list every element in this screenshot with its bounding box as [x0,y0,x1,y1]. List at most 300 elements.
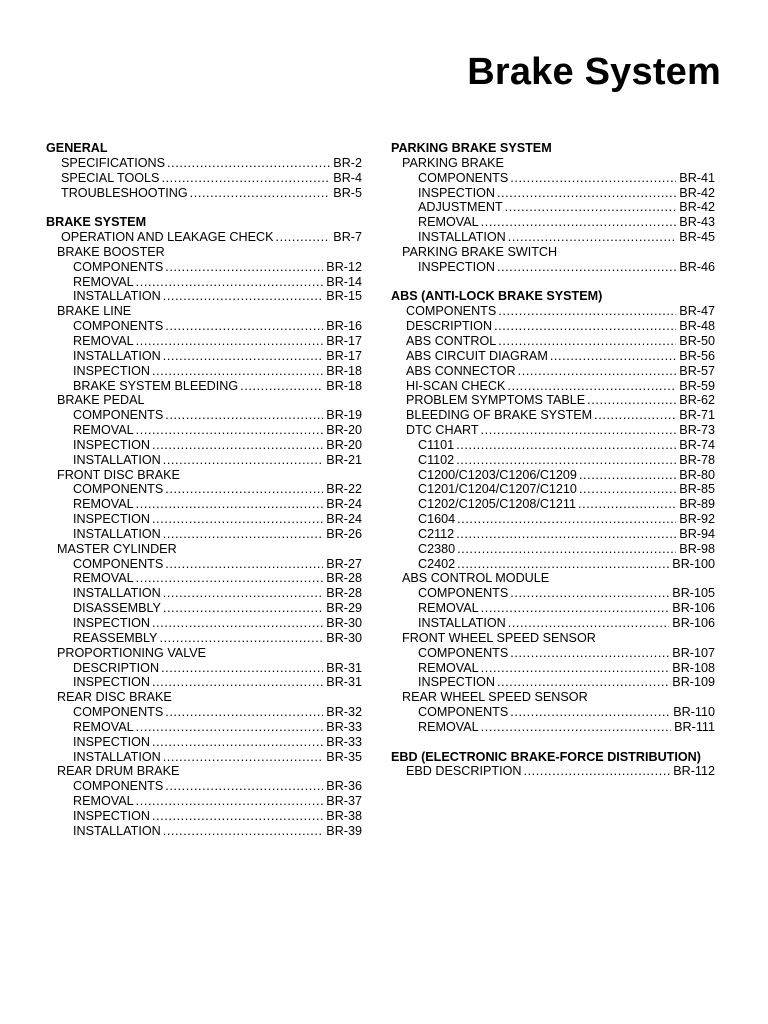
toc-entry-label: SPECIAL TOOLS [61,170,160,185]
toc-entry-page-number: BR-39 [326,823,362,838]
toc-entry[interactable] [46,705,362,720]
toc-entry-page-number: BR-33 [326,734,362,749]
dot-leader [510,171,676,186]
toc-entry[interactable] [46,334,362,349]
toc-entry-page-number: BR-19 [326,408,362,423]
toc-entry-page-number: BR-42 [679,200,715,215]
toc-entry[interactable] [46,809,362,824]
dot-leader [152,616,323,631]
toc-entry-page-number: BR-94 [679,526,715,541]
toc-entry[interactable] [391,557,715,572]
subsection-heading-parking-brake: PARKING BRAKE [402,155,504,170]
toc-entry-label: COMPONENTS [406,304,497,319]
toc-entry-label: C1200/C1203/C1206/C1209 [418,467,577,482]
toc-entry-label: DTC CHART [406,423,479,438]
toc-entry[interactable] [46,779,362,794]
dot-leader [165,260,323,275]
toc-entry-label: REMOVAL [73,571,134,586]
toc-entry-label: REMOVAL [418,660,479,675]
toc-entry-label: INSPECTION [73,734,150,749]
toc-entry-label: COMPONENTS [418,645,509,660]
toc-entry-page-number: BR-89 [679,497,715,512]
dot-leader [456,527,676,542]
dot-leader [167,156,330,171]
subsection-heading-rear-disc-brake: REAR DISC BRAKE [57,690,172,705]
toc-entry-label: DISASSEMBLY [73,601,161,616]
dot-leader [457,557,669,572]
toc-entry[interactable] [391,512,715,527]
toc-entry-page-number: BR-106 [672,601,715,616]
toc-entry-label: C1101 [418,437,455,452]
toc-entry-page-number: BR-30 [326,630,362,645]
toc-entry[interactable] [46,661,362,676]
toc-entry[interactable] [46,156,362,171]
toc-entry-page-number: BR-50 [679,333,715,348]
dot-leader [498,304,676,319]
toc-entry-label: INSPECTION [418,259,495,274]
toc-entry[interactable] [46,349,362,364]
toc-entry-label: ABS CONTROL [406,333,497,348]
toc-entry-page-number: BR-108 [672,660,715,675]
toc-entry[interactable] [46,571,362,586]
toc-entry-label: INSTALLATION [73,526,161,541]
toc-entry[interactable] [46,230,362,245]
toc-entry-label: COMPONENTS [418,586,509,601]
toc-entry[interactable] [46,171,362,186]
toc-entry[interactable] [46,586,362,601]
subsection-heading-master-cylinder: MASTER CYLINDER [57,541,177,556]
toc-entry-label: REMOVAL [418,719,479,734]
dot-leader [136,794,324,809]
toc-entry-page-number: BR-37 [326,794,362,809]
toc-entry-label: REASSEMBLY [73,630,158,645]
toc-entry[interactable] [391,230,715,245]
subsection-heading-rear-wheel-speed-sensor: REAR WHEEL SPEED SENSOR [402,690,588,705]
toc-entry-label: ABS CONNECTOR [406,363,516,378]
toc-entry[interactable] [391,200,715,215]
toc-entry-label: C2112 [418,526,455,541]
dot-leader [481,215,677,230]
toc-entry-page-number: BR-27 [326,556,362,571]
toc-entry-label: REMOVAL [73,719,134,734]
toc-entry-label: INSTALLATION [73,586,161,601]
toc-entry-page-number: BR-57 [679,363,715,378]
toc-entry-label: COMPONENTS [418,170,509,185]
toc-entry-page-number: BR-46 [679,259,715,274]
toc-entry[interactable] [46,408,362,423]
toc-entry-label: COMPONENTS [73,482,164,497]
toc-entry-page-number: BR-107 [672,645,715,660]
toc-entry-page-number: BR-74 [679,437,715,452]
toc-entry-label: EBD DESCRIPTION [406,764,522,779]
toc-entry[interactable] [391,260,715,275]
toc-entry[interactable] [391,675,715,690]
subsection-heading-front-disc-brake: FRONT DISC BRAKE [57,467,180,482]
toc-entry-label: OPERATION AND LEAKAGE CHECK [61,230,274,245]
toc-entry-label: PROBLEM SYMPTOMS TABLE [406,393,586,408]
dot-leader [163,453,324,468]
dot-leader [161,171,330,186]
dot-leader [136,497,324,512]
subsection-heading-proportioning-valve: PROPORTIONING VALVE [57,645,207,660]
toc-entry-page-number: BR-35 [326,749,362,764]
toc-entry-label: INSTALLATION [73,348,161,363]
dot-leader [161,661,323,676]
toc-entry[interactable] [391,601,715,616]
toc-entry-label: C2402 [418,556,456,571]
toc-entry-page-number: BR-16 [326,319,362,334]
toc-entry[interactable] [391,468,715,483]
toc-entry[interactable] [391,334,715,349]
toc-entry-label: REMOVAL [418,215,479,230]
toc-entry-label: C1604 [418,512,456,527]
toc-entry-page-number: BR-36 [326,779,362,794]
toc-entry[interactable] [391,616,715,631]
toc-entry-page-number: BR-43 [679,215,715,230]
toc-entry-label: ADJUSTMENT [418,200,503,215]
dot-leader [152,438,323,453]
dot-leader [152,675,323,690]
toc-entry-page-number: BR-30 [326,616,362,630]
toc-entry[interactable] [46,453,362,468]
toc-entry-label: INSPECTION [73,363,150,378]
subsection-heading-rear-drum-brake: REAR DRUM BRAKE [57,764,180,779]
toc-entry-label: C1102 [418,452,455,467]
dot-leader [578,497,676,512]
toc-entry[interactable] [46,735,362,750]
toc-entry-label: C1202/C1205/C1208/C1211 [418,497,577,512]
toc-entry-label: COMPONENTS [73,259,164,274]
dot-leader [165,408,323,423]
section-heading-ebd-electronic-brake-force-distribution: EBD (ELECTRONIC BRAKE-FORCE DISTRIBUTION) [391,749,701,764]
toc-entry-page-number: BR-59 [679,378,715,393]
toc-entry-label: COMPONENTS [73,779,164,794]
toc-entry-page-number: BR-21 [326,452,362,467]
dot-leader [587,393,676,408]
dot-leader [497,260,676,275]
toc-entry[interactable] [46,319,362,334]
toc-entry-label: COMPONENTS [73,408,164,423]
toc-entry[interactable] [46,260,362,275]
toc-entry[interactable] [46,794,362,809]
toc-entry-label: ABS CIRCUIT DIAGRAM [406,348,548,363]
toc-entry[interactable] [391,423,715,438]
toc-entry-page-number: BR-73 [679,423,715,438]
dot-leader [518,364,677,379]
toc-entry-page-number: BR-31 [326,660,362,675]
toc-entry-page-number: BR-28 [326,571,362,586]
toc-entry-page-number: BR-98 [679,541,715,556]
toc-entry[interactable] [391,527,715,542]
toc-entry[interactable] [391,393,715,408]
toc-entry-page-number: BR-48 [679,319,715,334]
toc-entry[interactable] [391,379,715,394]
toc-entry-label: REMOVAL [73,794,134,809]
dot-leader [136,423,324,438]
subsection-heading-parking-brake-switch: PARKING BRAKE SWITCH [402,244,558,259]
section-heading-parking-brake-system: PARKING BRAKE SYSTEM [391,141,552,155]
toc-entry[interactable] [46,601,362,616]
dot-leader [152,512,323,527]
toc-entry[interactable] [46,720,362,735]
toc-entry-page-number: BR-33 [326,719,362,734]
dot-leader [510,705,670,720]
toc-entry-page-number: BR-62 [679,393,715,408]
dot-leader [505,200,677,215]
toc-entry-label: DESCRIPTION [73,660,160,675]
dot-leader [163,527,324,542]
dot-leader [510,646,669,661]
toc-entry-page-number: BR-38 [326,808,362,823]
toc-entry-page-number: BR-92 [679,512,715,527]
section-spacer [46,200,362,215]
toc-entry[interactable] [46,482,362,497]
dot-leader [152,364,323,379]
toc-entry[interactable] [391,171,715,186]
dot-leader [481,423,677,438]
toc-entry[interactable] [46,750,362,765]
toc-entry-page-number: BR-42 [679,185,715,200]
toc-entry[interactable] [391,304,715,319]
toc-entry-page-number: BR-28 [326,586,362,601]
dot-leader [594,408,676,423]
toc-entry-page-number: BR-45 [679,230,715,245]
toc-entry[interactable] [46,527,362,542]
toc-entry-page-number: BR-71 [679,408,715,423]
toc-entry[interactable] [391,764,715,779]
toc-entry-page-number: BR-105 [672,586,715,601]
toc-entry-page-number: BR-20 [326,437,362,452]
toc-entry[interactable] [391,453,715,468]
dot-leader [494,319,676,334]
toc-entry[interactable] [391,482,715,497]
toc-entry-label: REMOVAL [73,333,134,348]
toc-entry[interactable] [391,542,715,557]
toc-entry-page-number: BR-20 [326,423,362,438]
dot-leader [550,349,676,364]
toc-entry-page-number: BR-112 [673,764,715,779]
toc-entry[interactable] [391,497,715,512]
toc-entry-label: INSPECTION [73,616,150,630]
toc-entry-label: HI-SCAN CHECK [406,378,506,393]
section-spacer [391,735,715,750]
toc-entry[interactable] [46,275,362,290]
dot-leader [481,720,672,735]
toc-entry[interactable] [391,408,715,423]
toc-entry-page-number: BR-24 [326,512,362,527]
toc-entry-page-number: BR-12 [326,259,362,274]
dot-leader [163,750,324,765]
toc-entry[interactable] [46,364,362,379]
toc-entry-page-number: BR-109 [672,675,715,690]
toc-entry-label: INSPECTION [73,675,150,690]
toc-entry-label: INSTALLATION [418,230,506,245]
toc-entry-label: DESCRIPTION [406,319,493,334]
toc-entry[interactable] [46,616,362,631]
toc-entry-page-number: BR-111 [674,719,715,734]
dot-leader [152,735,323,750]
toc-right-column [391,141,715,779]
toc-entry-page-number: BR-56 [679,348,715,363]
toc-entry[interactable] [46,824,362,839]
section-heading-brake-system: BRAKE SYSTEM [46,215,147,230]
dot-leader [136,334,324,349]
toc-entry[interactable] [46,438,362,453]
toc-entry-label: COMPONENTS [73,319,164,334]
toc-entry-label: COMPONENTS [73,705,164,720]
dot-leader [136,720,324,735]
toc-entry-page-number: BR-18 [326,363,362,378]
toc-entry-label: INSPECTION [418,185,495,200]
toc-entry[interactable] [391,364,715,379]
toc-entry-label: REMOVAL [73,423,134,438]
toc-entry-label: INSTALLATION [73,289,161,304]
subsection-heading-brake-booster: BRAKE BOOSTER [57,244,165,259]
dot-leader [481,601,670,616]
toc-entry-page-number: BR-24 [326,497,362,512]
dot-leader [190,186,331,201]
toc-entry-page-number: BR-18 [326,378,362,393]
subsection-heading-brake-line: BRAKE LINE [57,304,132,319]
toc-entry-label: REMOVAL [73,497,134,512]
dot-leader [510,586,669,601]
section-heading-abs-anti-lock-brake-system: ABS (ANTI-LOCK BRAKE SYSTEM) [391,289,603,304]
toc-entry-label: REMOVAL [73,274,134,289]
toc-entry[interactable] [46,379,362,394]
dot-leader [136,275,324,290]
toc-entry-label: INSPECTION [73,808,150,823]
toc-entry-page-number: BR-22 [326,482,362,497]
toc-entry[interactable] [391,215,715,230]
toc-entry-page-number: BR-14 [326,274,362,289]
toc-entry-label: TROUBLESHOOTING [61,185,188,200]
toc-entry-page-number: BR-85 [679,482,715,497]
toc-entry-page-number: BR-31 [326,675,362,690]
toc-entry-page-number: BR-4 [333,170,362,185]
dot-leader [163,289,324,304]
toc-entry-page-number: BR-5 [333,185,362,200]
dot-leader [165,705,323,720]
toc-left-column [46,141,362,839]
toc-entry-page-number: BR-17 [326,333,362,348]
toc-entry-label: INSPECTION [418,675,495,690]
toc-entry[interactable] [46,423,362,438]
toc-entry[interactable] [391,661,715,676]
dot-leader [456,453,676,468]
dot-leader [579,482,676,497]
dot-leader [579,468,676,483]
toc-entry-page-number: BR-47 [679,304,715,319]
dot-leader [457,512,676,527]
toc-entry[interactable] [391,319,715,334]
dot-leader [159,631,323,646]
toc-entry-label: BRAKE SYSTEM BLEEDING [73,378,239,393]
toc-entry[interactable] [46,186,362,201]
dot-leader [163,349,324,364]
toc-entry-label: INSTALLATION [73,749,161,764]
toc-entry-label: COMPONENTS [73,556,164,571]
toc-entry[interactable] [46,557,362,572]
dot-leader [508,616,670,631]
subsection-heading-abs-control-module: ABS CONTROL MODULE [402,571,550,586]
toc-entry[interactable] [391,438,715,453]
toc-entry[interactable] [391,720,715,735]
subsection-heading-brake-pedal: BRAKE PEDAL [57,393,145,408]
toc-entry-page-number: BR-41 [679,170,715,185]
dot-leader [481,661,670,676]
toc-entry-page-number: BR-110 [673,705,715,720]
toc-entry-label: INSTALLATION [418,616,506,630]
toc-entry-label: C2380 [418,541,456,556]
toc-entry-page-number: BR-26 [326,526,362,541]
dot-leader [456,438,676,453]
toc-entry-page-number: BR-15 [326,289,362,304]
dot-leader [457,542,676,557]
toc-entry-page-number: BR-17 [326,348,362,363]
dot-leader [523,764,670,779]
dot-leader [240,379,323,394]
toc-entry[interactable] [46,675,362,690]
subsection-heading-front-wheel-speed-sensor: FRONT WHEEL SPEED SENSOR [402,630,596,645]
toc-entry-page-number: BR-78 [679,452,715,467]
dot-leader [165,319,323,334]
toc-entry[interactable] [391,586,715,601]
toc-entry[interactable] [391,349,715,364]
toc-entry[interactable] [46,631,362,646]
page-title: Brake System [467,51,721,93]
toc-entry-label: INSPECTION [73,437,150,452]
dot-leader [165,557,323,572]
section-spacer [391,275,715,290]
dot-leader [152,809,323,824]
toc-entry-page-number: BR-32 [326,705,362,720]
toc-entry-page-number: BR-2 [333,155,362,170]
dot-leader [497,675,669,690]
dot-leader [136,571,324,586]
dot-leader [507,379,676,394]
toc-entry-label: REMOVAL [418,601,479,616]
toc-entry-page-number: BR-80 [679,467,715,482]
toc-entry-label: C1201/C1204/C1207/C1210 [418,482,577,497]
toc-entry[interactable] [46,289,362,304]
toc-entry-label: INSTALLATION [73,823,161,838]
toc-entry[interactable] [391,646,715,661]
dot-leader [276,230,331,245]
toc-entry[interactable] [391,705,715,720]
toc-entry-page-number: BR-7 [333,230,362,245]
toc-entry-label: INSPECTION [73,512,150,527]
dot-leader [508,230,677,245]
dot-leader [163,601,323,616]
toc-entry-label: COMPONENTS [418,705,509,720]
toc-entry[interactable] [46,512,362,527]
dot-leader [165,482,323,497]
toc-entry-label: BLEEDING OF BRAKE SYSTEM [406,408,593,423]
toc-entry-page-number: BR-100 [672,556,715,571]
toc-entry[interactable] [391,186,715,201]
dot-leader [165,779,323,794]
dot-leader [163,824,324,839]
toc-entry-label: INSTALLATION [73,452,161,467]
dot-leader [497,186,676,201]
toc-entry-page-number: BR-29 [326,601,362,616]
dot-leader [163,586,324,601]
toc-entry[interactable] [46,497,362,512]
section-heading-general: GENERAL [46,141,108,155]
dot-leader [498,334,676,349]
toc-entry-page-number: BR-106 [672,616,715,630]
toc-entry-label: SPECIFICATIONS [61,155,166,170]
